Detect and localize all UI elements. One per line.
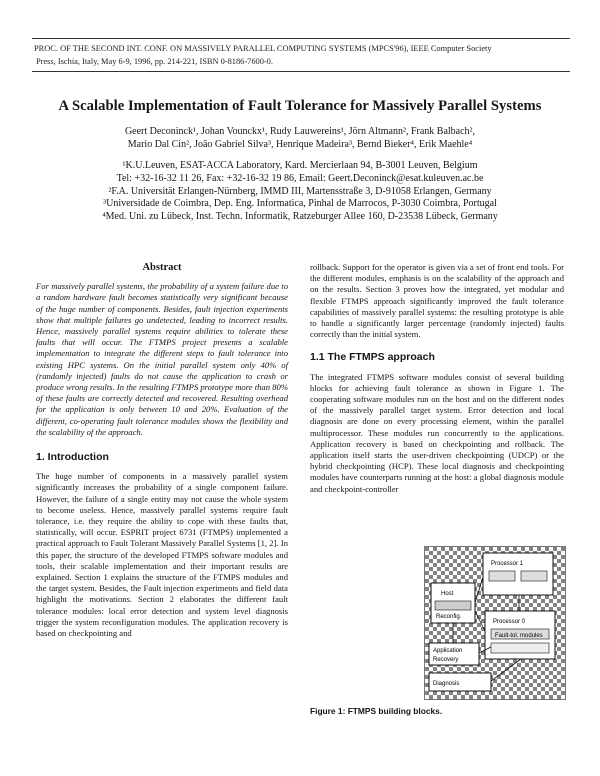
reconfig-label: Reconfig. [436,614,462,620]
affiliation-erlangen: ²F.A. Universität Erlangen-Nürnberg, IMMD III, Martensstraße 3, D-91058 Erlangen, Germany [108,185,492,197]
introduction-text: The huge number of components in a massively parallel system significantly increases the probability of a single component failure. However, the failure of a single entity may not cause the whole system to become useless. Hence, massively parallel systems require fault tolerance, i.e. they require the ability to cope with these faults that, statistically, will occur. ESPRIT project 6731 (FTMPS) implemented a practical approach to Fault Tolerant Massively Parallel Systems [1, 2]. In this paper, the structure of the developed FTMPS software modules and tools, their scalable implementation and their important results are explained. Section 1 explains the structure of the FTMPS modules and the target system. Besides, the Fault injection experiments and field data highlight the motivations. Section 2 elaborates the different fault tolerance modules: local error detection and system level diagnosis trigger the system reconfiguration modules. The application recovery is based on checkpointing and [36,471,288,639]
affiliation-leuven: ¹K.U.Leuven, ESAT-ACCA Laboratory, Kard. Mercierlaan 94, B-3001 Leuven, Belgium [122,160,478,171]
introduction-continuation: rollback. Support for the operator is given via a set of front end tools. For the different modules, emphasis is on the scalability of the approach and on the results. Section 3 proves how the integrated, yet modular and flexible FTMPS approach significantly improved the fault tolerance capabilities of massively parallel systems: the resulting prototype is able to handle a significantly larger percentage (randomly injected) faults correctly than the initial system. [310,262,564,340]
fault-tol-label: Fault-tol. modules [495,633,543,639]
proceedings-line-2: Press, Ischia, Italy, May 6-9, 1996, pp. 214-221, ISBN 0-8186-7600-0. [36,57,273,66]
ftmps-approach-text: The integrated FTMPS software modules consist of several building blocks for achieving fault tolerance as shown in Figure 1. The cooperating software modules run on the host and on the different nodes of the massively parallel target system. Error detection and local diagnosis are done on every processing element, within the parallel multiprocessor. These modules run concurrently to the applications. Application recovery is based on checkpointing and rollback. The application itself starts the user-driven checkpointing (UDCP) or the hybrid checkpointing (HCP). These local diagnosis and checkpointing modules have counterparts running at the host: a global diagnosis module and checkpoint-controller [310,371,564,494]
right-column [310,262,564,495]
introduction-heading: 1. Introduction [36,451,109,464]
proceedings-line-1: PROC. OF THE SECOND INT. CONF. ON MASSIVELY PARALLEL COMPUTING SYSTEMS (MPCS'96), IEEE Computer Society [34,44,492,53]
host-label: Host [441,591,454,597]
affiliation-list [36,160,564,224]
application-label: Application [433,648,463,654]
affiliation-coimbra: ³Universidade de Coimbra, Dep. Eng. Informatica, Pinhal de Marrocos, P-3030 Coimbra, Portugal [103,198,497,210]
diagnosis-label: Diagnosis [433,681,460,687]
paper-title: A Scalable Implementation of Fault Tolerance for Massively Parallel Systems [58,98,542,114]
affiliation-leuven-contact: Tel: +32-16-32 11 26, Fax: +32-16-32 19 86, Email: Geert.Deconinck@esat.kuleuven.ac.be [116,172,484,184]
proceedings-header [32,38,570,72]
figure-caption: Figure 1: FTMPS building blocks. [310,706,443,716]
processor-1-label: Processor 1 [491,561,524,567]
processor-0-label: Processor 0 [493,619,526,625]
left-column [36,262,288,639]
author-line-2: Mario Dal Cin², João Gabriel Silva³, Henrique Madeira³, Bernd Bieker⁴, Erik Maehle⁴ [127,138,473,150]
affiliation-luebeck: ⁴Med. Uni. zu Lübeck, Inst. Techn. Informatik, Ratzeburger Allee 160, D-23538 Lübeck, Germany [102,211,498,223]
figure-ftmps-building-blocks [424,546,566,700]
abstract-text: For massively parallel systems, the probability of a system failure due to a random hardware fault becomes statistically very significant because of the huge number of components. Besides, fault injection experiments show that multiple failures go undetected, leading to incorrect results. Hence, massively parallel systems require abilities to tolerate these faults that will occur. The FTMPS project presents a scalable implementation to integrate the different steps to fault tolerance into existing HPC systems. On the initial parallel system only 40% of (randomly injected) faults do not cause the application to crash or produce wrong results. In the resulting FTMPS prototype more than 80% of these faults are correctly detected and recovered. Resulting overhead for the application is only between 10 and 20%. Evaluation of the different, co-operating fault tolerance modules shows the flexibility and the scalability of the approach. [36,281,288,437]
abstract-heading: Abstract [142,262,182,273]
author-line-1: Geert Deconinck¹, Johan Vounckx¹, Rudy Lauwereins¹, Jörn Altmann², Frank Balbach², [124,126,476,137]
ftmps-approach-heading: 1.1 The FTMPS approach [310,351,435,364]
author-list [40,126,560,151]
recovery-label: Recovery [433,657,459,663]
figure-diagram [425,547,565,699]
